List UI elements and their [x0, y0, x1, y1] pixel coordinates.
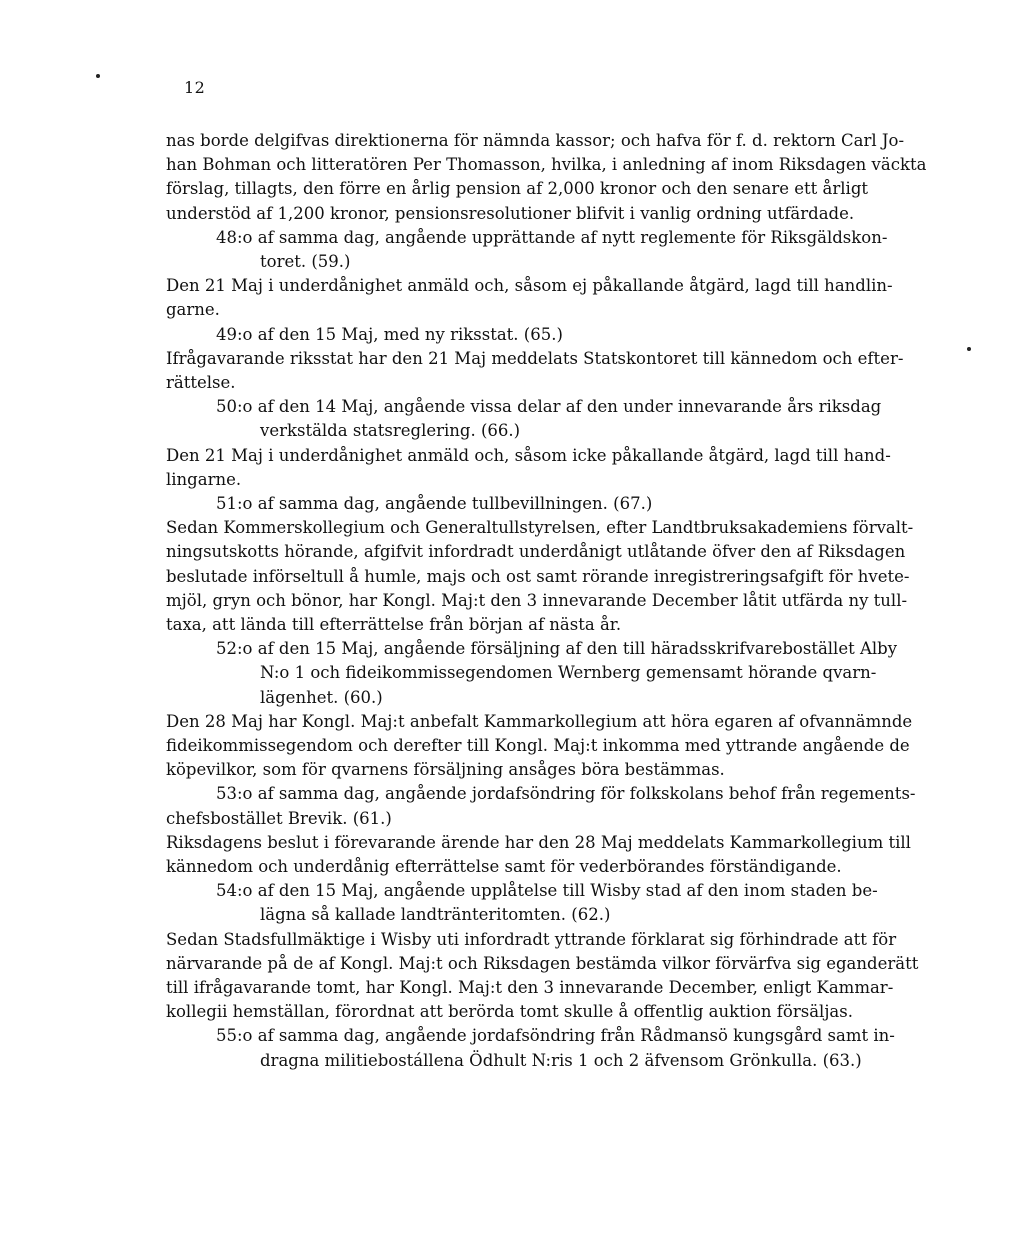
text-line: garne.	[166, 300, 220, 320]
text-line: Den 28 Maj har Kongl. Maj:t anbefalt Kammarkollegium att höra egaren af ofvannämnde	[166, 711, 913, 731]
text-line: ningsutskotts hörande, afgifvit infordradt underdånigt utlåtande öfver den af Riksdagen	[166, 542, 906, 562]
text-line: mjöl, gryn och bönor, har Kongl. Maj:t den 3 innevarande December låtit utfärda ny tull-	[166, 590, 908, 610]
margin-speck	[96, 74, 100, 78]
text-line: till ifrågavarande tomt, har Kongl. Maj:t den 3 innevarande December, enligt Kammar-	[166, 978, 894, 997]
text-line: Sedan Stadsfullmäktige i Wisby uti infordradt yttrande förklarat sig förhindrade att för	[166, 929, 897, 949]
text-line: 49:o af den 15 Maj, med ny riksstat. (65.)	[216, 324, 563, 344]
text-line: verkstälda statsreglering. (66.)	[260, 421, 521, 441]
text-line: Ifrågavarande riksstat har den 21 Maj meddelats Statskontoret till kännedom och efter-	[166, 348, 904, 368]
text-line: understöd af 1,200 kronor, pensionsresolutioner blifvit i vanlig ordning utfärdade.	[166, 203, 855, 223]
text-line: N:o 1 och fideikommissegendomen Wernberg gemensamt hörande qvarn-	[260, 663, 877, 683]
text-line: han Bohman och litteratören Per Thomasson, hvilka, i anledning af inom Riksdagen väckta	[166, 155, 927, 175]
text-line: beslutade införseltull å humle, majs och ost samt rörande inregistreringsafgift för hvete-	[166, 566, 910, 586]
text-line: 54:o af den 15 Maj, angående upplåtelse till Wisby stad af den inom staden be-	[216, 881, 878, 901]
text-line: 53:o af samma dag, angående jordafsöndring för folkskolans behof från regements-	[216, 784, 916, 804]
text-line: 52:o af den 15 Maj, angående försäljning af den till häradsskrifvarebostället Alby	[216, 639, 898, 659]
text-line: 50:o af den 14 Maj, angående vissa delar af den under innevarande års riksdag	[216, 397, 882, 417]
text-line: kollegii hemställan, förordnat att berörda tomt skulle å offentlig auktion försäljas.	[166, 1002, 853, 1022]
text-line: lägenhet. (60.)	[260, 687, 383, 707]
text-line: nas borde delgifvas direktionerna för nämnda kassor; och hafva för f. d. rektorn Carl Jo-	[166, 131, 905, 150]
text-line: chefsbostället Brevik. (61.)	[166, 808, 392, 828]
text-line: köpevilkor, som för qvarnens försäljning ansåges böra bestämmas.	[166, 760, 725, 780]
text-line: 51:o af samma dag, angående tullbevillningen. (67.)	[216, 494, 653, 513]
text-line: toret. (59.)	[260, 252, 351, 271]
text-line: kännedom och underdånig efterrättelse samt för vederbörandes förständigande.	[166, 857, 842, 876]
text-line: närvarande på de af Kongl. Maj:t och Riksdagen bestämda vilkor förvärfva sig eganderätt	[166, 953, 919, 973]
page-number: 12	[184, 78, 206, 97]
text-line: Den 21 Maj i underdånighet anmäld och, såsom icke påkallande åtgärd, lagd till hand-	[166, 445, 891, 465]
text-line: lingarne.	[166, 469, 242, 489]
text-line: fideikommissegendom och derefter till Kongl. Maj:t inkomma med yttrande angående de	[166, 736, 910, 755]
text-line: dragna militiebostállena Ödhult N:ris 1 och 2 äfvensom Grönkulla. (63.)	[260, 1050, 862, 1070]
text-line: Den 21 Maj i underdånighet anmäld och, såsom ej påkallande åtgärd, lagd till handlin-	[166, 276, 893, 296]
margin-speck	[967, 347, 971, 351]
text-line: lägna så kallade landtränteritomten. (62.)	[260, 905, 611, 925]
text-line: 48:o af samma dag, angående upprättande af nytt reglemente för Riksgäldskon-	[216, 227, 888, 247]
text-line: 55:o af samma dag, angående jordafsöndring från Rådmansö kungsgård samt in-	[216, 1026, 895, 1046]
text-line: Sedan Kommerskollegium och Generaltullstyrelsen, efter Landtbruksakademiens förvalt-	[166, 518, 914, 538]
text-line: taxa, att lända till efterrättelse från början af nästa år.	[166, 615, 622, 634]
text-line: Riksdagens beslut i förevarande ärende har den 28 Maj meddelats Kammarkollegium till	[166, 832, 911, 852]
text-line: rättelse.	[166, 373, 236, 392]
text-line: förslag, tillagts, den förre en årlig pension af 2,000 kronor och den senare ett årligt	[166, 179, 869, 199]
